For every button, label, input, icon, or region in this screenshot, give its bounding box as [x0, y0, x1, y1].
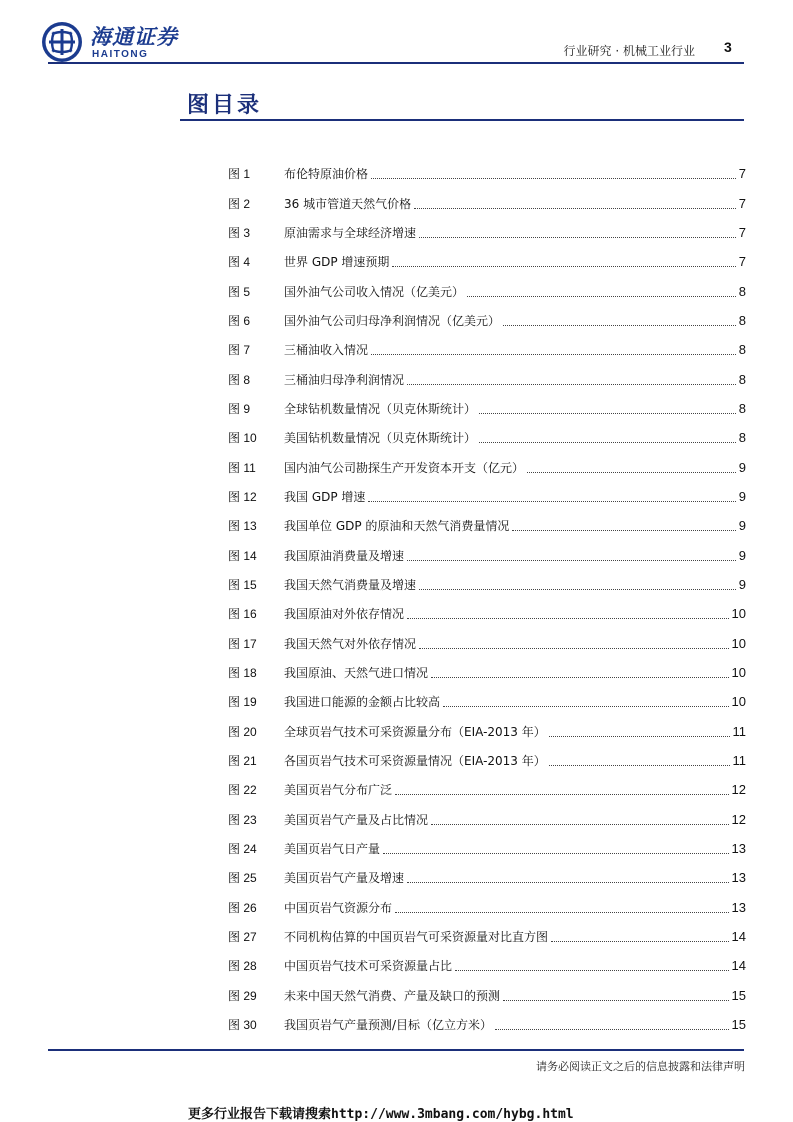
toc-entry[interactable]: [228, 247, 746, 276]
figure-caption: 三桶油收入情况: [284, 343, 369, 358]
figure-number: 图 12: [228, 489, 257, 504]
dot-leader: [371, 178, 736, 179]
dot-leader: [431, 677, 729, 678]
figure-number: 图 16: [228, 607, 257, 622]
dot-leader: [551, 941, 729, 942]
figure-number: 图 4: [228, 255, 251, 270]
dot-leader: [455, 970, 729, 971]
toc-entry[interactable]: [228, 540, 746, 569]
figure-number: 图 5: [228, 284, 251, 299]
dot-leader: [419, 648, 729, 649]
figure-caption: 各国页岩气技术可采资源量情况（EIA-2013 年）: [284, 754, 546, 769]
toc-entry[interactable]: [228, 188, 746, 217]
figure-page-number: 9: [738, 518, 746, 534]
figure-page-number: 7: [738, 166, 746, 182]
figure-page-number: 14: [731, 958, 746, 974]
figure-number: 图 1: [228, 167, 251, 182]
toc-entry[interactable]: [228, 570, 746, 599]
dot-leader: [512, 530, 735, 531]
dot-leader: [419, 589, 736, 590]
figure-number: 图 13: [228, 519, 257, 534]
figure-list: [228, 159, 746, 1039]
dot-leader: [549, 736, 730, 737]
dot-leader: [414, 208, 736, 209]
dot-leader: [527, 472, 736, 473]
dot-leader: [395, 912, 729, 913]
dot-leader: [407, 882, 729, 883]
figure-caption: 36 城市管道天然气价格: [284, 196, 412, 211]
toc-entry[interactable]: [228, 482, 746, 511]
figure-page-number: 11: [732, 723, 746, 739]
dot-leader: [549, 765, 730, 766]
figure-caption: 我国页岩气产量预测/目标（亿立方米）: [284, 1018, 493, 1033]
download-promo: 更多行业报告下载请搜索http://www.3mbang.com/hybg.html: [188, 1107, 574, 1122]
figure-page-number: 10: [731, 665, 746, 681]
figure-number: 图 28: [228, 959, 257, 974]
figure-caption: 全球页岩气技术可采资源量分布（EIA-2013 年）: [284, 724, 546, 739]
dot-leader: [467, 296, 736, 297]
dot-leader: [419, 237, 736, 238]
logo-chinese-name: 海通证券: [90, 24, 178, 49]
toc-entry[interactable]: [228, 687, 746, 716]
toc-entry[interactable]: [228, 951, 746, 980]
figure-caption: 中国页岩气技术可采资源量占比: [284, 959, 453, 974]
figure-page-number: 14: [731, 929, 746, 945]
header-divider: [48, 62, 744, 64]
toc-entry[interactable]: [228, 629, 746, 658]
figure-page-number: 15: [731, 987, 746, 1003]
figure-page-number: 8: [738, 342, 746, 358]
dot-leader: [479, 413, 736, 414]
figure-number: 图 2: [228, 196, 251, 211]
toc-entry[interactable]: [228, 863, 746, 892]
dot-leader: [407, 384, 736, 385]
figure-number: 图 21: [228, 754, 257, 769]
toc-entry[interactable]: [228, 893, 746, 922]
figure-page-number: 15: [731, 1017, 746, 1033]
dot-leader: [407, 618, 729, 619]
figure-number: 图 29: [228, 988, 257, 1003]
toc-entry[interactable]: [228, 1010, 746, 1039]
header-section-label: 行业研究 · 机械工业行业: [563, 44, 695, 58]
toc-entry[interactable]: [228, 717, 746, 746]
figure-page-number: 9: [738, 459, 746, 475]
dot-leader: [479, 442, 736, 443]
figure-caption: 三桶油归母净利润情况: [284, 372, 405, 387]
figure-caption: 我国 GDP 增速: [284, 489, 366, 504]
toc-entry[interactable]: [228, 364, 746, 393]
dot-leader: [392, 266, 735, 267]
toc-entry[interactable]: [228, 394, 746, 423]
figure-caption: 美国钻机数量情况（贝克休斯统计）: [284, 431, 477, 446]
haitong-emblem-icon: [40, 20, 84, 64]
toc-entry[interactable]: [228, 452, 746, 481]
figure-page-number: 11: [732, 753, 746, 769]
figure-caption: 我国天然气消费量及增速: [284, 577, 417, 592]
dot-leader: [503, 325, 736, 326]
dot-leader: [431, 824, 729, 825]
dot-leader: [368, 501, 735, 502]
figure-number: 图 27: [228, 930, 257, 945]
figure-number: 图 7: [228, 343, 251, 358]
figure-number: 图 17: [228, 636, 257, 651]
figure-caption: 世界 GDP 增速预期: [284, 255, 390, 270]
figure-caption: 我国天然气对外依存情况: [284, 636, 417, 651]
figure-number: 图 30: [228, 1018, 257, 1033]
figure-caption: 美国页岩气产量及增速: [284, 871, 405, 886]
figure-page-number: 13: [731, 870, 746, 886]
figure-caption: 我国原油对外依存情况: [284, 607, 405, 622]
figure-page-number: 7: [738, 224, 746, 240]
figure-page-number: 9: [738, 488, 746, 504]
figure-number: 图 10: [228, 431, 257, 446]
toc-entry[interactable]: [228, 159, 746, 188]
figure-number: 图 20: [228, 724, 257, 739]
toc-entry[interactable]: [228, 511, 746, 540]
toc-entry[interactable]: [228, 599, 746, 628]
figure-caption: 全球钻机数量情况（贝克休斯统计）: [284, 401, 477, 416]
title-divider: [180, 119, 744, 121]
toc-entry[interactable]: [228, 834, 746, 863]
figure-caption: 美国页岩气产量及占比情况: [284, 812, 429, 827]
dot-leader: [407, 560, 736, 561]
figure-caption: 我国进口能源的金额占比较高: [284, 695, 441, 710]
dot-leader: [495, 1029, 728, 1030]
toc-entry[interactable]: [228, 218, 746, 247]
figure-number: 图 3: [228, 225, 251, 240]
footer-divider: [48, 1049, 744, 1051]
dot-leader: [383, 853, 729, 854]
footer-disclaimer: 请务必阅读正文之后的信息披露和法律声明: [536, 1060, 745, 1073]
figure-caption: 国外油气公司归母净利润情况（亿美元）: [284, 313, 501, 328]
figure-page-number: 7: [738, 254, 746, 270]
toc-entry[interactable]: [228, 775, 746, 804]
logo-english-name: HAITONG: [92, 49, 149, 60]
toc-entry[interactable]: [228, 423, 746, 452]
figure-page-number: 8: [738, 371, 746, 387]
figure-page-number: 8: [738, 400, 746, 416]
toc-entry[interactable]: [228, 335, 746, 364]
figure-caption: 我国单位 GDP 的原油和天然气消费量情况: [284, 519, 510, 534]
figure-number: 图 25: [228, 871, 257, 886]
toc-entry[interactable]: [228, 922, 746, 951]
figure-page-number: 9: [738, 547, 746, 563]
figure-page-number: 9: [738, 576, 746, 592]
page-title: 图目录: [187, 93, 263, 118]
figure-page-number: 12: [731, 782, 746, 798]
toc-entry[interactable]: [228, 306, 746, 335]
figure-caption: 布伦特原油价格: [284, 167, 369, 182]
figure-number: 图 8: [228, 372, 251, 387]
figure-caption: 我国原油消费量及增速: [284, 548, 405, 563]
figure-page-number: 7: [738, 195, 746, 211]
figure-caption: 国内油气公司勘探生产开发资本开支（亿元）: [284, 460, 525, 475]
figure-number: 图 23: [228, 812, 257, 827]
figure-number: 图 26: [228, 900, 257, 915]
figure-page-number: 10: [731, 635, 746, 651]
figure-page-number: 8: [738, 283, 746, 299]
figure-page-number: 8: [738, 430, 746, 446]
figure-page-number: 12: [731, 811, 746, 827]
toc-entry[interactable]: [228, 276, 746, 305]
figure-number: 图 15: [228, 577, 257, 592]
figure-caption: 中国页岩气资源分布: [284, 900, 393, 915]
figure-number: 图 6: [228, 313, 251, 328]
haitong-logo: [40, 14, 190, 62]
figure-number: 图 24: [228, 842, 257, 857]
figure-page-number: 13: [731, 899, 746, 915]
toc-entry[interactable]: [228, 981, 746, 1010]
figure-caption: 美国页岩气分布广泛: [284, 783, 393, 798]
figure-page-number: 10: [731, 606, 746, 622]
figure-number: 图 18: [228, 666, 257, 681]
toc-entry[interactable]: [228, 658, 746, 687]
figure-caption: 不同机构估算的中国页岩气可采资源量对比直方图: [284, 930, 549, 945]
figure-caption: 美国页岩气日产量: [284, 842, 381, 857]
toc-entry[interactable]: [228, 746, 746, 775]
figure-page-number: 10: [731, 694, 746, 710]
dot-leader: [443, 706, 729, 707]
figure-number: 图 11: [228, 460, 256, 475]
figure-number: 图 9: [228, 401, 251, 416]
figure-number: 图 19: [228, 695, 257, 710]
figure-number: 图 14: [228, 548, 257, 563]
header-page-number: 3: [724, 39, 732, 55]
figure-caption: 原油需求与全球经济增速: [284, 225, 417, 240]
figure-page-number: 13: [731, 841, 746, 857]
toc-entry[interactable]: [228, 805, 746, 834]
dot-leader: [395, 794, 729, 795]
figure-caption: 未来中国天然气消费、产量及缺口的预测: [284, 988, 501, 1003]
dot-leader: [371, 354, 736, 355]
figure-number: 图 22: [228, 783, 257, 798]
figure-caption: 我国原油、天然气进口情况: [284, 666, 429, 681]
figure-caption: 国外油气公司收入情况（亿美元）: [284, 284, 465, 299]
figure-page-number: 8: [738, 312, 746, 328]
dot-leader: [503, 1000, 729, 1001]
